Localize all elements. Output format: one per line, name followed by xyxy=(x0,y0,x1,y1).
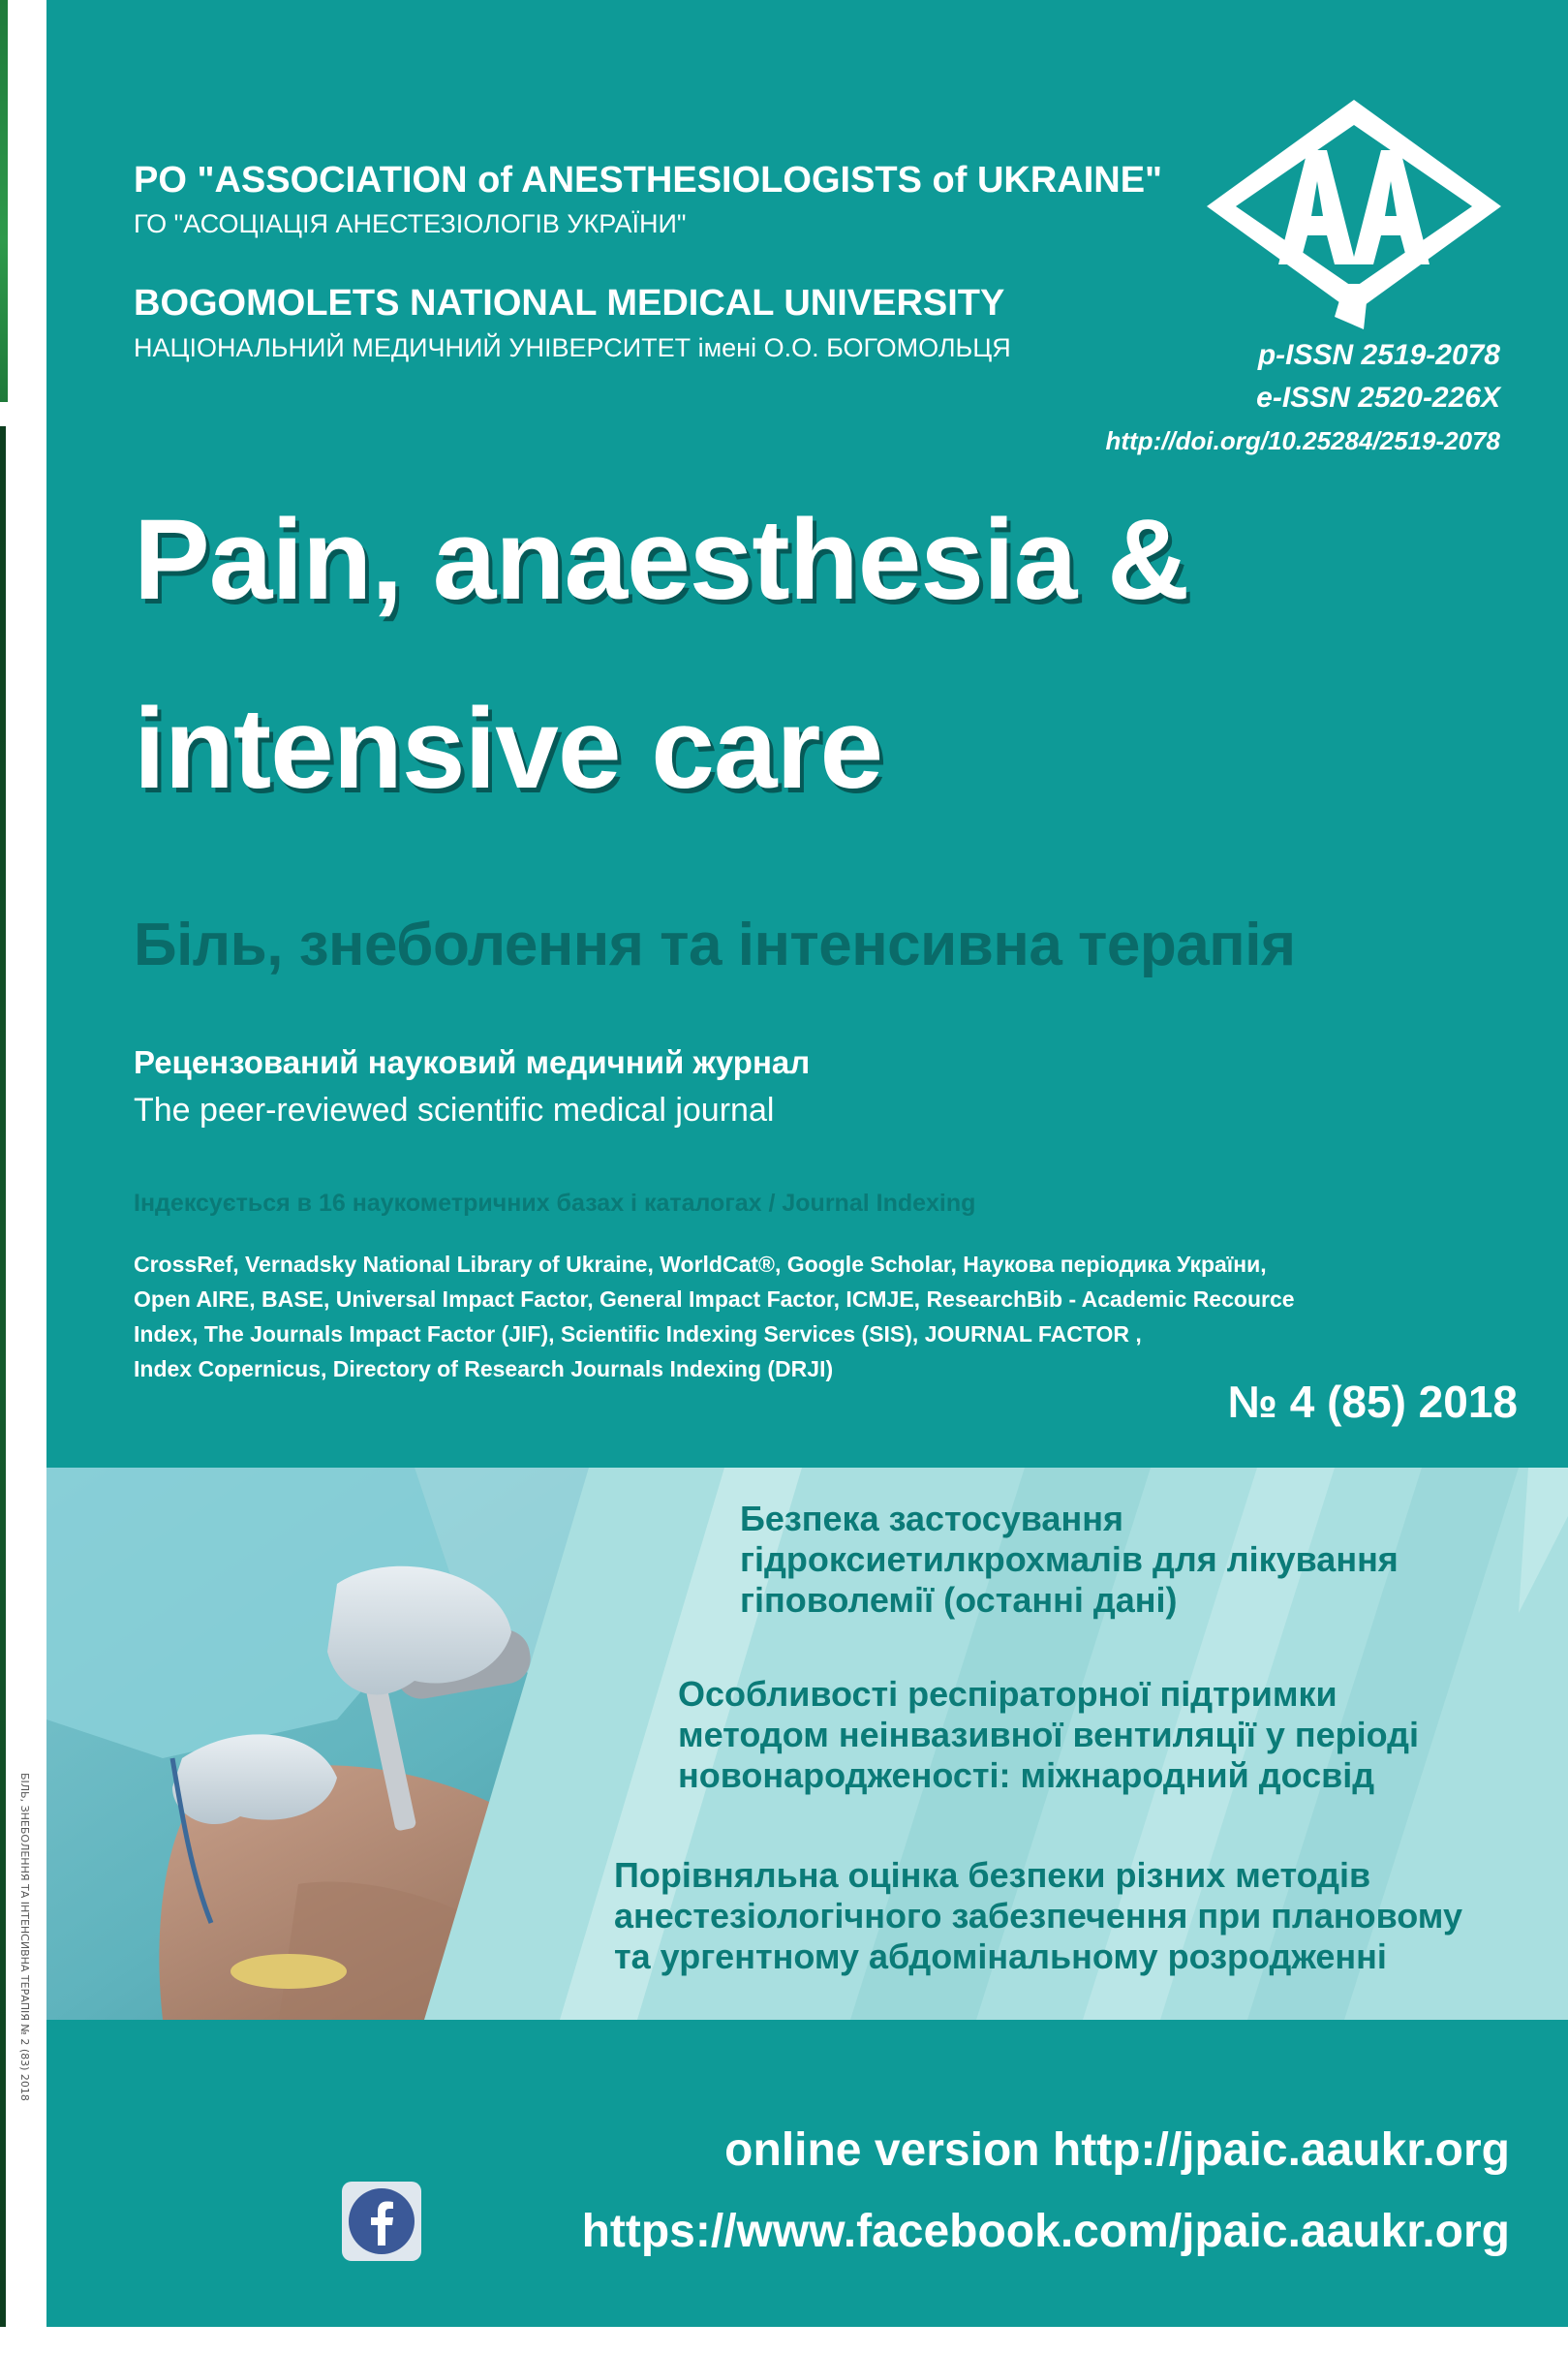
spine-green-stripe xyxy=(0,0,8,402)
indexing-line: Open AIRE, BASE, Universal Impact Factor, General Impact Factor, ICMJE, ResearchBib - Academic Recource xyxy=(134,1286,1295,1312)
subtitle-ua: Рецензований науковий медичний журнал xyxy=(134,1044,811,1080)
article-2-title: новонародженості: міжнародний досвід xyxy=(678,1755,1375,1795)
p-issn: p-ISSN 2519-2078 xyxy=(1257,339,1500,371)
journal-title-line2: intensive care xyxy=(134,685,883,813)
doi-link[interactable]: http://doi.org/10.25284/2519-2078 xyxy=(1105,426,1500,455)
indexing-title: Індексується в 16 наукометричних базах і каталогах / Journal Indexing xyxy=(134,1190,976,1217)
subtitle-en: The peer-reviewed scientific medical journal xyxy=(134,1092,775,1129)
facebook-link[interactable]: https://www.facebook.com/jpaic.aaukr.org xyxy=(581,2206,1510,2257)
indexing-line: Index Copernicus, Directory of Research Journals Indexing (DRJI) xyxy=(134,1356,834,1381)
article-1-title: гіповолемії (останні дані) xyxy=(740,1580,1178,1620)
issue-number: № 4 (85) 2018 xyxy=(1227,1377,1518,1427)
book-spine xyxy=(0,0,46,2327)
online-version-link[interactable]: online version http://jpaic.aaukr.org xyxy=(724,2124,1510,2176)
article-3-title: анестезіологічного забезпечення при плановому xyxy=(614,1896,1462,1936)
article-1-title: гідроксиетилкрохмалів для лікування xyxy=(740,1539,1399,1579)
publisher-org1-ua: ГО "АСОЦІАЦІЯ АНЕСТЕЗІОЛОГІВ УКРАЇНИ" xyxy=(134,209,687,238)
article-1-title: Безпека застосування xyxy=(740,1499,1123,1538)
spine-text: БІЛЬ, ЗНЕБОЛЕННЯ ТА ІНТЕНСИВНА ТЕРАПІЯ № 2 (83) 2018 xyxy=(18,1773,31,2101)
indexing-line: Index, The Journals Impact Factor (JIF), Scientific Indexing Services (SIS), JOURNAL FACTOR , xyxy=(134,1321,1142,1347)
article-2-title: методом неінвазивної вентиляції у періоді xyxy=(678,1715,1419,1754)
journal-title-ua: Біль, знеболення та інтенсивна терапія xyxy=(134,912,1296,978)
publisher-org2-en: BOGOMOLETS NATIONAL MEDICAL UNIVERSITY xyxy=(134,283,1005,324)
indexing-line: CrossRef, Vernadsky National Library of Ukraine, WorldCat®, Google Scholar, Наукова періодика України, xyxy=(134,1252,1267,1277)
e-issn: e-ISSN 2520-226X xyxy=(1256,382,1500,414)
article-2-title: Особливості респіраторної підтримки xyxy=(678,1674,1337,1714)
article-3-title: та ургентному абдомінальному розродженні xyxy=(614,1936,1387,1976)
spine-dark-stripe xyxy=(0,426,6,2327)
journal-cover xyxy=(46,0,1568,2327)
publisher-org2-ua: НАЦІОНАЛЬНИЙ МЕДИЧНИЙ УНІВЕРСИТЕТ імені О.О. БОГОМОЛЬЦЯ xyxy=(134,333,1011,362)
publisher-org1-en: PO "ASSOCIATION of ANESTHESIOLOGISTS of UKRAINE" xyxy=(134,160,1163,201)
aa-association-logo xyxy=(1199,92,1509,334)
article-3-title: Порівняльна оцінка безпеки різних методів xyxy=(614,1855,1371,1895)
journal-title-line1: Pain, anaesthesia & xyxy=(134,496,1189,624)
facebook-icon[interactable] xyxy=(342,2182,421,2261)
